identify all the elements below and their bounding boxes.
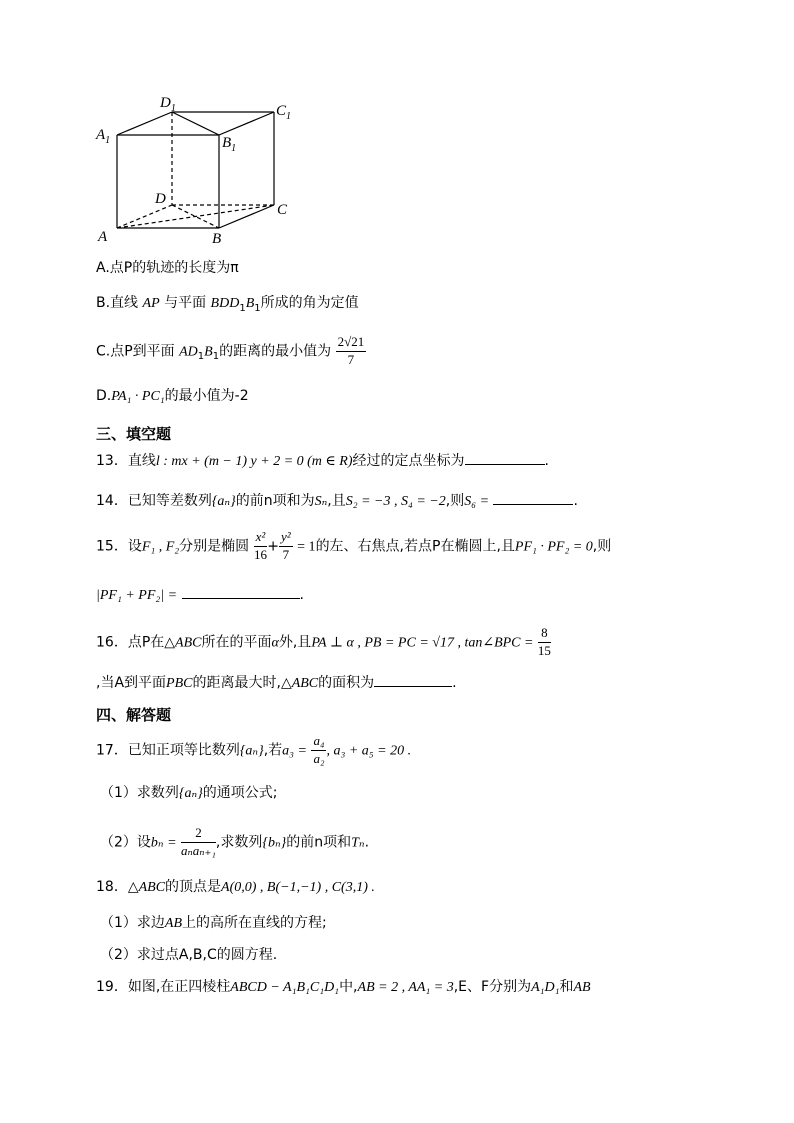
option-c: C.点P到平面 $AD_1B_1$的距离的最小值为 $\frac{2√21}{7}$ [96, 334, 365, 367]
edge-ac [117, 205, 274, 228]
answer-blank-14[interactable] [493, 492, 573, 505]
edge-a1d1 [117, 112, 172, 135]
option-d: D.PA₁ · PC₁的最小值为-2 [96, 388, 249, 404]
question-18-part2: （2）求过点A,B,C的圆方程. [100, 947, 278, 963]
question-13: 13．直线l : mx + (m − 1) y + 2 = 0 (m ∈ R)经过的定点坐标为 . [96, 453, 549, 469]
question-17-part2: （2）设bₙ = $\frac{2}{\text{aₙaₙ₊₁}}$ ,求数列{bₙ}的前n项和Tₙ. [100, 825, 370, 858]
edge-bc [219, 205, 274, 228]
answer-blank-15[interactable] [182, 586, 300, 599]
question-18-part1: （1）求边AB上的高所在直线的方程; [100, 915, 327, 931]
question-17: 17．已知正项等比数列{aₙ},若a₃ = $\frac{\text{a₄}}{\text{a₂}}$ , a₃ + a₅ = 20 . [96, 733, 412, 766]
question-19: 19．如图,在正四棱柱ABCD − A₁B₁C₁D₁中,AB = 2 , AA₁ = 3,E、F分别为A₁D₁和AB [96, 979, 591, 995]
edge-d1b1 [172, 112, 219, 135]
question-15-line2: |PF₁ + PF₂| = . [96, 587, 304, 603]
label-c: C [277, 202, 288, 218]
option-c-fraction: $\frac{2√21}{7}$ [337, 334, 365, 367]
label-a1: $A_1$ [96, 127, 111, 146]
frac-a4-a2: $\frac{\text{a₄}}{\text{a₂}}$ [313, 733, 325, 766]
label-c1: $C_1$ [276, 103, 292, 122]
frac-x2-16: $\frac{\text{x²}}{16}$ [253, 529, 267, 562]
label-d1: $D_1$ [160, 95, 176, 114]
section-answer: 四、解答题 [96, 706, 172, 724]
answer-blank-16[interactable] [374, 674, 452, 687]
question-14: 14．已知等差数列{aₙ}的前n项和为Sₙ,且S₂ = −3 , S₄ = −2,则S₆ = . [96, 493, 578, 509]
frac-bn: $\frac{2}{\text{aₙaₙ₊₁}}$ [181, 825, 216, 858]
answer-blank-13[interactable] [465, 452, 545, 465]
section-fill-blank: 三、填空题 [96, 425, 172, 443]
question-15-line1: 15．设F₁ , F₂分别是椭圆 $\frac{\text{x²}}{16}$ + $\frac{\text{y²}}{7}$ = 1的左、右焦点,若点P在椭圆上,且PF₁ · PF₂ = 0,则 [96, 529, 612, 562]
label-a: A [98, 229, 108, 245]
question-17-part1: （1）求数列{aₙ}的通项公式; [100, 785, 278, 801]
question-18: 18．△ABC的顶点是A(0,0) , B(−1,−1) , C(3,1) . [96, 879, 375, 895]
question-16-line1: 16．点P在△ABC所在的平面α外,且PA ⊥ α , PB = PC = √17 , tan∠BPC = $\frac{8}{15}$ [96, 625, 551, 658]
label-d: D [155, 191, 166, 207]
question-16-line2: ,当A到平面PBC的距离最大时,△ABC的面积为 . [96, 675, 457, 691]
label-b1: $B_1$ [222, 135, 237, 154]
edge-b1c1 [219, 112, 274, 135]
edge-ad [117, 205, 172, 228]
frac-y2-7: $\frac{\text{y²}}{7}$ [281, 529, 291, 562]
label-b: B [212, 231, 222, 247]
frac-8-15: $\frac{8}{15}$ [537, 625, 551, 658]
option-a: A.点P的轨迹的长度为π [96, 260, 239, 276]
option-b: B.直线 AP 与平面 $BDD_1B_1$所成的角为定值 [96, 295, 359, 314]
